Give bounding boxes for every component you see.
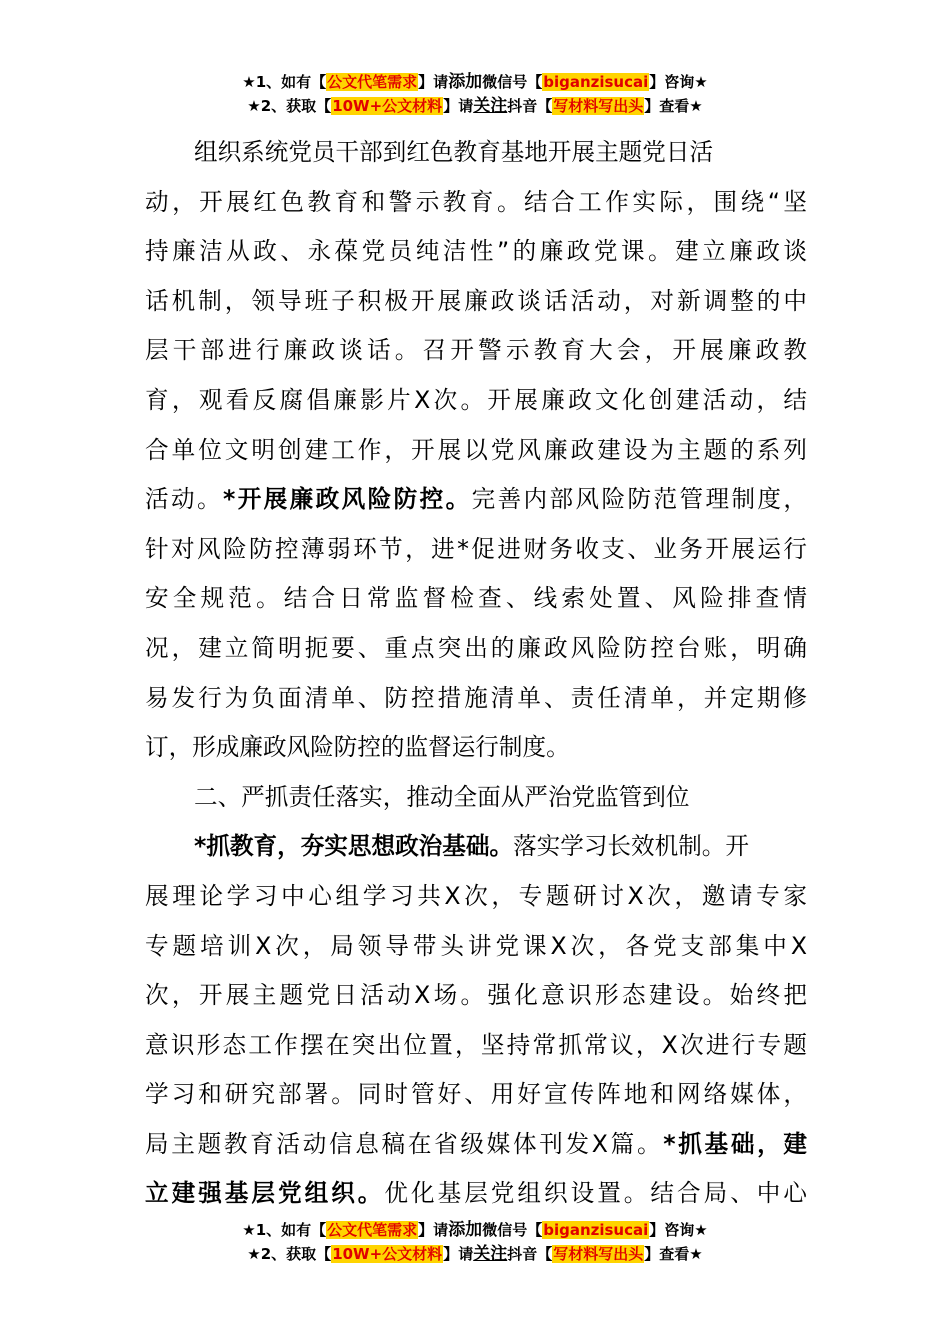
- highlight-materials: 10W+公文材料: [332, 97, 443, 115]
- body-line: 育，观看反腐倡廉影片X次。开展廉政文化创建活动，结: [145, 385, 807, 414]
- body-line: 局主题教育活动信息稿在省级媒体刊发X篇。*抓基础，建: [145, 1129, 807, 1158]
- body-line: 展理论学习中心组学习共X次，专题研讨X次，邀请专家: [145, 881, 807, 910]
- body-line: 次，开展主题党日活动X场。强化意识形态建设。始终把: [145, 981, 807, 1010]
- body-line: 持廉洁从政、永葆党员纯洁性”的廉政党课。建立廉政谈: [145, 237, 807, 266]
- body-line: 专题培训X次，局领导带头讲党课X次，各党支部集中X: [145, 931, 807, 960]
- header-banner-line-1: ★1、如有【公文代笔需求】请添加微信号【biganzisucai】咨询★: [242, 72, 708, 92]
- body-line: 动，开展红色教育和警示教育。结合工作实际，围绕“坚: [145, 187, 807, 216]
- body-line: 安全规范。结合日常监督检查、线索处置、风险排查情: [145, 584, 807, 613]
- body-line: 易发行为负面清单、防控措施清单、责任清单，并定期修: [145, 683, 807, 712]
- footer-banner-line-2: ★2、获取【10W+公文材料】请关注抖音【写材料写出头】查看★: [247, 1244, 703, 1264]
- header-banner-line-2: ★2、获取【10W+公文材料】请关注抖音【写材料写出头】查看★: [247, 96, 703, 116]
- document-body: [145, 128, 807, 1219]
- bold-heading: *抓基础，建: [663, 1129, 807, 1158]
- body-line: *抓教育，夯实思想政治基础。落实学习长效机制。开: [194, 832, 749, 861]
- body-line: 针对风险防控薄弱环节，进*促进财务收支、业务开展运行: [145, 534, 807, 563]
- section-heading: 二、严抓责任落实，推动全面从严治党监管到位: [194, 782, 690, 811]
- highlight-wechat-id: biganzisucai: [543, 1221, 649, 1239]
- highlight-wechat-id: biganzisucai: [543, 73, 649, 91]
- body-line: 意识形态工作摆在突出位置，坚持常抓常议，X次进行专题: [145, 1030, 807, 1059]
- bold-heading: *抓教育，夯实思想政治基础。: [194, 832, 514, 861]
- body-line: 合单位文明创建工作，开展以党风廉政建设为主题的系列: [145, 435, 807, 464]
- body-line: 话机制，领导班子积极开展廉政谈话活动，对新调整的中: [145, 286, 807, 315]
- bold-heading: 立建强基层党组织。: [145, 1179, 385, 1208]
- footer-banner-line-1: ★1、如有【公文代笔需求】请添加微信号【biganzisucai】咨询★: [242, 1220, 708, 1240]
- body-line: 层干部进行廉政谈话。召开警示教育大会，开展廉政教: [145, 336, 807, 365]
- highlight-materials: 10W+公文材料: [332, 1245, 443, 1263]
- body-line: 活动。*开展廉政风险防控。完善内部风险防范管理制度，: [145, 485, 808, 514]
- highlight-douyin: 写材料写出头: [553, 97, 644, 115]
- body-line: 况，建立简明扼要、重点突出的廉政风险防控台账，明确: [145, 633, 807, 662]
- body-line: 组织系统党员干部到红色教育基地开展主题党日活: [194, 138, 714, 166]
- body-line: 立建强基层党组织。优化基层党组织设置。结合局、中心: [145, 1179, 808, 1208]
- highlight-service: 公文代笔需求: [327, 73, 418, 91]
- body-line: 订，形成廉政风险防控的监督运行制度。: [145, 733, 570, 762]
- highlight-douyin: 写材料写出头: [553, 1245, 644, 1263]
- highlight-service: 公文代笔需求: [327, 1221, 418, 1239]
- bold-heading: *开展廉政风险防控。: [222, 485, 472, 514]
- body-line: 学习和研究部署。同时管好、用好宣传阵地和网络媒体，: [145, 1080, 807, 1109]
